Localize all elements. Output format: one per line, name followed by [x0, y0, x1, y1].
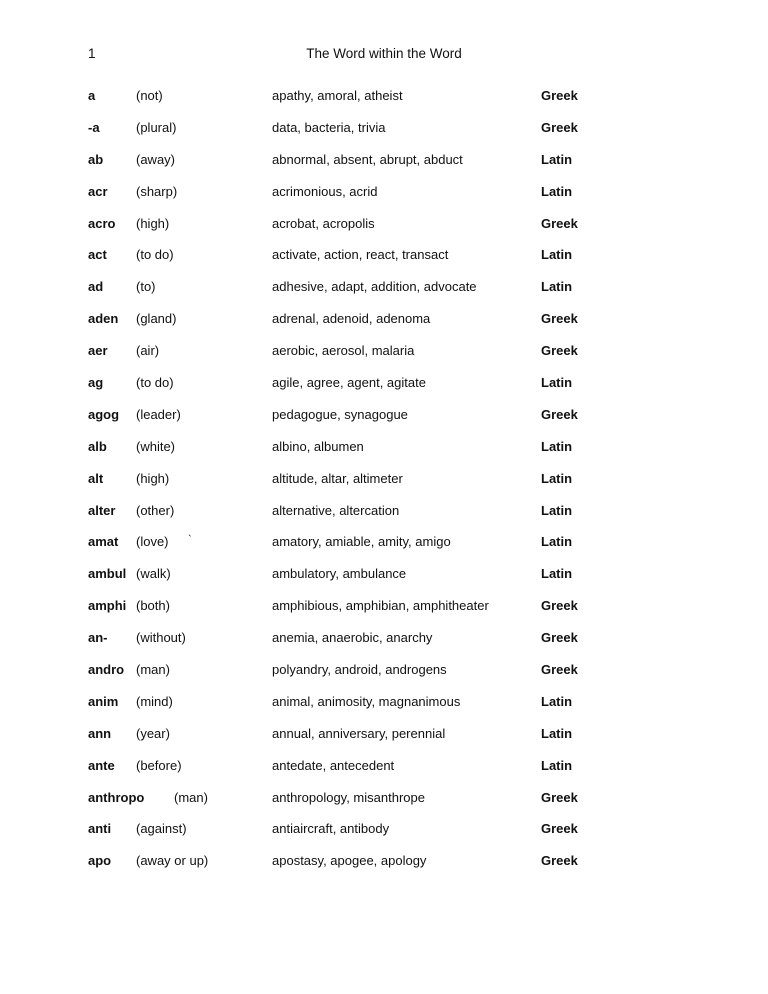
root-row — [0, 184, 768, 216]
root-term: andro — [88, 662, 125, 678]
root-meaning: (love) — [136, 534, 169, 550]
root-origin: Latin — [541, 725, 573, 741]
root-examples: aerobic, aerosol, malaria — [272, 343, 415, 359]
root-row — [0, 534, 768, 566]
root-origin: Greek — [541, 119, 578, 135]
root-origin: Greek — [541, 789, 578, 805]
root-examples: alternative, altercation — [272, 502, 400, 518]
root-meaning: (high) — [136, 470, 170, 486]
root-row — [0, 598, 768, 630]
root-term: ab — [88, 151, 104, 167]
root-row — [0, 630, 768, 662]
root-examples: adhesive, adapt, addition, advocate — [272, 279, 477, 295]
root-meaning: (to do) — [136, 247, 174, 263]
root-origin: Latin — [541, 279, 573, 295]
root-meaning: (to) — [136, 279, 156, 295]
root-term: anti — [88, 821, 112, 837]
root-row — [0, 694, 768, 726]
root-term: anthropo — [88, 789, 145, 805]
root-row — [0, 853, 768, 885]
root-row — [0, 279, 768, 311]
root-row — [0, 247, 768, 279]
root-meaning: (against) — [136, 821, 187, 837]
root-meaning: (not) — [136, 88, 163, 103]
root-meaning: (walk) — [136, 566, 171, 582]
root-row — [0, 120, 768, 152]
root-meaning: (other) — [136, 502, 175, 518]
root-meaning: (plural) — [136, 119, 177, 135]
root-row — [0, 662, 768, 694]
root-origin: Greek — [541, 215, 578, 231]
root-row — [0, 375, 768, 407]
root-origin: Greek — [541, 821, 578, 837]
root-examples: anthropology, misanthrope — [272, 789, 425, 805]
root-row — [0, 758, 768, 790]
root-examples: altitude, altar, altimeter — [272, 470, 403, 486]
root-examples: abnormal, absent, abrupt, abduct — [272, 151, 463, 167]
root-term: a — [88, 88, 96, 103]
root-origin: Latin — [541, 534, 573, 550]
word-roots-list — [0, 88, 768, 885]
root-examples: apathy, amoral, atheist — [272, 88, 403, 103]
root-row — [0, 726, 768, 758]
root-origin: Greek — [541, 630, 578, 646]
root-examples: apostasy, apogee, apology — [272, 853, 427, 869]
root-origin: Latin — [541, 566, 573, 582]
root-origin: Latin — [541, 438, 573, 454]
root-meaning: (air) — [136, 343, 160, 359]
root-term: ambul — [88, 566, 127, 582]
root-term: act — [88, 247, 107, 263]
root-origin: Latin — [541, 183, 573, 199]
root-origin: Greek — [541, 406, 578, 422]
root-term: acro — [88, 215, 116, 231]
root-row — [0, 503, 768, 535]
root-examples: albino, albumen — [272, 438, 364, 454]
root-examples: polyandry, android, androgens — [272, 662, 447, 678]
root-origin: Latin — [541, 151, 573, 167]
root-term: apo — [88, 853, 112, 869]
root-examples: pedagogue, synagogue — [272, 406, 408, 422]
root-origin: Latin — [541, 375, 573, 391]
root-origin: Greek — [541, 343, 578, 359]
stray-mark: ` — [188, 534, 192, 547]
root-term: ann — [88, 725, 112, 741]
root-term: aer — [88, 343, 108, 359]
root-row — [0, 407, 768, 439]
root-row — [0, 152, 768, 184]
root-row — [0, 88, 768, 120]
root-term: alt — [88, 470, 104, 486]
root-origin: Latin — [541, 502, 573, 518]
root-meaning: (gland) — [136, 311, 177, 327]
root-meaning: (away) — [136, 151, 176, 167]
root-row — [0, 566, 768, 598]
root-examples: agile, agree, agent, agitate — [272, 375, 426, 391]
root-examples: amatory, amiable, amity, amigo — [272, 534, 451, 550]
root-meaning: (year) — [136, 725, 170, 741]
root-term: anim — [88, 693, 119, 709]
root-origin: Latin — [541, 247, 573, 263]
root-term: -a — [88, 119, 100, 135]
root-examples: activate, action, react, transact — [272, 247, 449, 263]
root-origin: Greek — [541, 311, 578, 327]
root-row — [0, 439, 768, 471]
root-meaning: (both) — [136, 598, 170, 614]
root-term: amat — [88, 534, 119, 550]
root-examples: acrobat, acropolis — [272, 215, 375, 231]
root-origin: Latin — [541, 693, 573, 709]
root-examples: acrimonious, acrid — [272, 183, 378, 199]
root-row — [0, 216, 768, 248]
root-origin: Greek — [541, 662, 578, 678]
root-term: aden — [88, 311, 119, 327]
root-meaning: (high) — [136, 215, 170, 231]
root-examples: annual, anniversary, perennial — [272, 725, 446, 741]
root-row — [0, 821, 768, 853]
root-term: ag — [88, 375, 104, 391]
root-examples: adrenal, adenoid, adenoma — [272, 311, 431, 327]
root-examples: antiaircraft, antibody — [272, 821, 390, 837]
root-meaning: (sharp) — [136, 183, 178, 199]
root-origin: Latin — [541, 470, 573, 486]
root-origin: Latin — [541, 757, 573, 773]
root-origin: Greek — [541, 88, 578, 103]
root-meaning: (to do) — [136, 375, 174, 391]
root-term: ante — [88, 757, 115, 773]
root-row — [0, 343, 768, 375]
root-examples: ambulatory, ambulance — [272, 566, 407, 582]
root-meaning: (man) — [174, 789, 208, 805]
root-term: an- — [88, 630, 108, 646]
root-row — [0, 790, 768, 822]
root-term: alter — [88, 502, 116, 518]
document-title: The Word within the Word — [306, 46, 462, 61]
root-meaning: (mind) — [136, 693, 173, 709]
root-term: acr — [88, 183, 108, 199]
root-meaning: (without) — [136, 630, 186, 646]
root-origin: Greek — [541, 853, 578, 869]
root-meaning: (man) — [136, 662, 170, 678]
root-examples: amphibious, amphibian, amphitheater — [272, 598, 489, 614]
root-term: ad — [88, 279, 104, 295]
root-row — [0, 311, 768, 343]
root-examples: data, bacteria, trivia — [272, 119, 386, 135]
root-meaning: (before) — [136, 757, 182, 773]
root-meaning: (white) — [136, 438, 176, 454]
root-term: alb — [88, 438, 107, 454]
root-term: agog — [88, 406, 120, 422]
page-number: 1 — [88, 46, 96, 61]
root-examples: anemia, anaerobic, anarchy — [272, 630, 433, 646]
root-term: amphi — [88, 598, 127, 614]
root-examples: antedate, antecedent — [272, 757, 395, 773]
root-examples: animal, animosity, magnanimous — [272, 693, 461, 709]
root-meaning: (leader) — [136, 406, 181, 422]
root-meaning: (away or up) — [136, 853, 209, 869]
root-row — [0, 471, 768, 503]
root-origin: Greek — [541, 598, 578, 614]
